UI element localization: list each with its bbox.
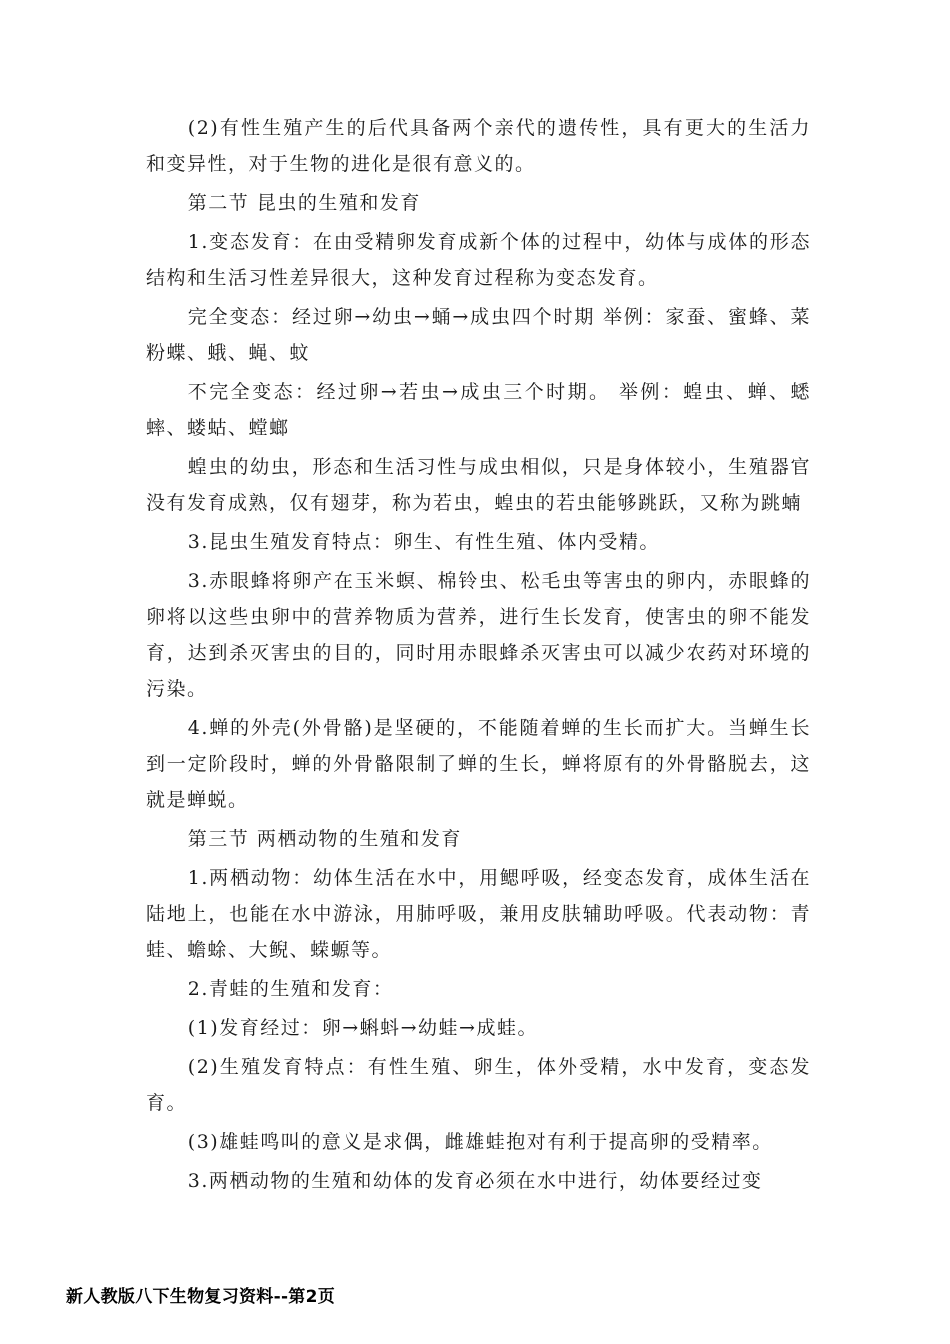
page-footer: 新人教版八下生物复习资料--第2页 <box>66 1287 336 1307</box>
paragraph-frog-development-stages: (1)发育经过：卵→蝌蚪→幼蛙→成蛙。 <box>187 1017 538 1039</box>
paragraph-metamorphosis-definition: 1.变态发育：在由受精卵发育成新个体的过程中，幼体与成体的形态结构和生活习性差异很大，这种发育过程称为变态发育。 <box>146 231 811 289</box>
paragraph-amphibian-definition: 1.两栖动物：幼体生活在水中，用鳃呼吸，经变态发育，成体生活在陆地上，也能在水中游泳，用肺呼吸，兼用皮肤辅助呼吸。代表动物：青蛙、蟾蜍、大鲵、蝾螈等。 <box>146 867 811 961</box>
paragraph-frog-reproduction-title: 2.青蛙的生殖和发育： <box>187 978 394 1000</box>
paragraph-cicada-exoskeleton: 4.蝉的外壳(外骨骼)是坚硬的，不能随着蝉的生长而扩大。当蝉生长到一定阶段时，蝉的外骨骼限制了蝉的生长，蝉将原有的外骨骼脱去，这就是蝉蜕。 <box>146 717 811 811</box>
section-heading-amphibians: 第三节 两栖动物的生殖和发育 <box>187 828 462 850</box>
paragraph-incomplete-metamorphosis: 不完全变态：经过卵→若虫→成虫三个时期。 举例：蝗虫、蝉、蟋蟀、蝼蛄、螳螂 <box>146 381 811 439</box>
paragraph-locust-nymph: 蝗虫的幼虫，形态和生活习性与成虫相似，只是身体较小，生殖器官没有发育成熟，仅有翅芽，称为若虫，蝗虫的若虫能够跳跃，又称为跳蝻 <box>146 456 811 514</box>
section-heading-insects: 第二节 昆虫的生殖和发育 <box>187 192 421 214</box>
paragraph-trichogramma: 3.赤眼蜂将卵产在玉米螟、棉铃虫、松毛虫等害虫的卵内，赤眼蜂的卵将以这些虫卵中的营养物质为营养，进行生长发育，使害虫的卵不能发育，达到杀灭害虫的目的，同时用赤眼蜂杀灭害虫可以减少农药对环境的污染。 <box>146 570 811 700</box>
paragraph-insect-reproduction-traits: 3.昆虫生殖发育特点：卵生、有性生殖、体内受精。 <box>187 531 660 553</box>
paragraph-frog-calling: (3)雄蛙鸣叫的意义是求偶，雌雄蛙抱对有利于提高卵的受精率。 <box>187 1131 773 1153</box>
document-body <box>146 110 811 1202</box>
paragraph-complete-metamorphosis: 完全变态：经过卵→幼虫→蛹→成虫四个时期 举例：家蚕、蜜蜂、菜粉蝶、蛾、蝇、蚊 <box>146 306 811 364</box>
paragraph-amphibian-water-dependence: 3.两栖动物的生殖和幼体的发育必须在水中进行，幼体要经过变 <box>187 1170 763 1192</box>
paragraph-frog-reproduction-traits: (2)生殖发育特点：有性生殖、卵生，体外受精，水中发育，变态发育。 <box>146 1056 811 1114</box>
paragraph-sexual-reproduction-significance: (2)有性生殖产生的后代具备两个亲代的遗传性，具有更大的生活力和变异性，对于生物的进化是很有意义的。 <box>146 117 811 175</box>
